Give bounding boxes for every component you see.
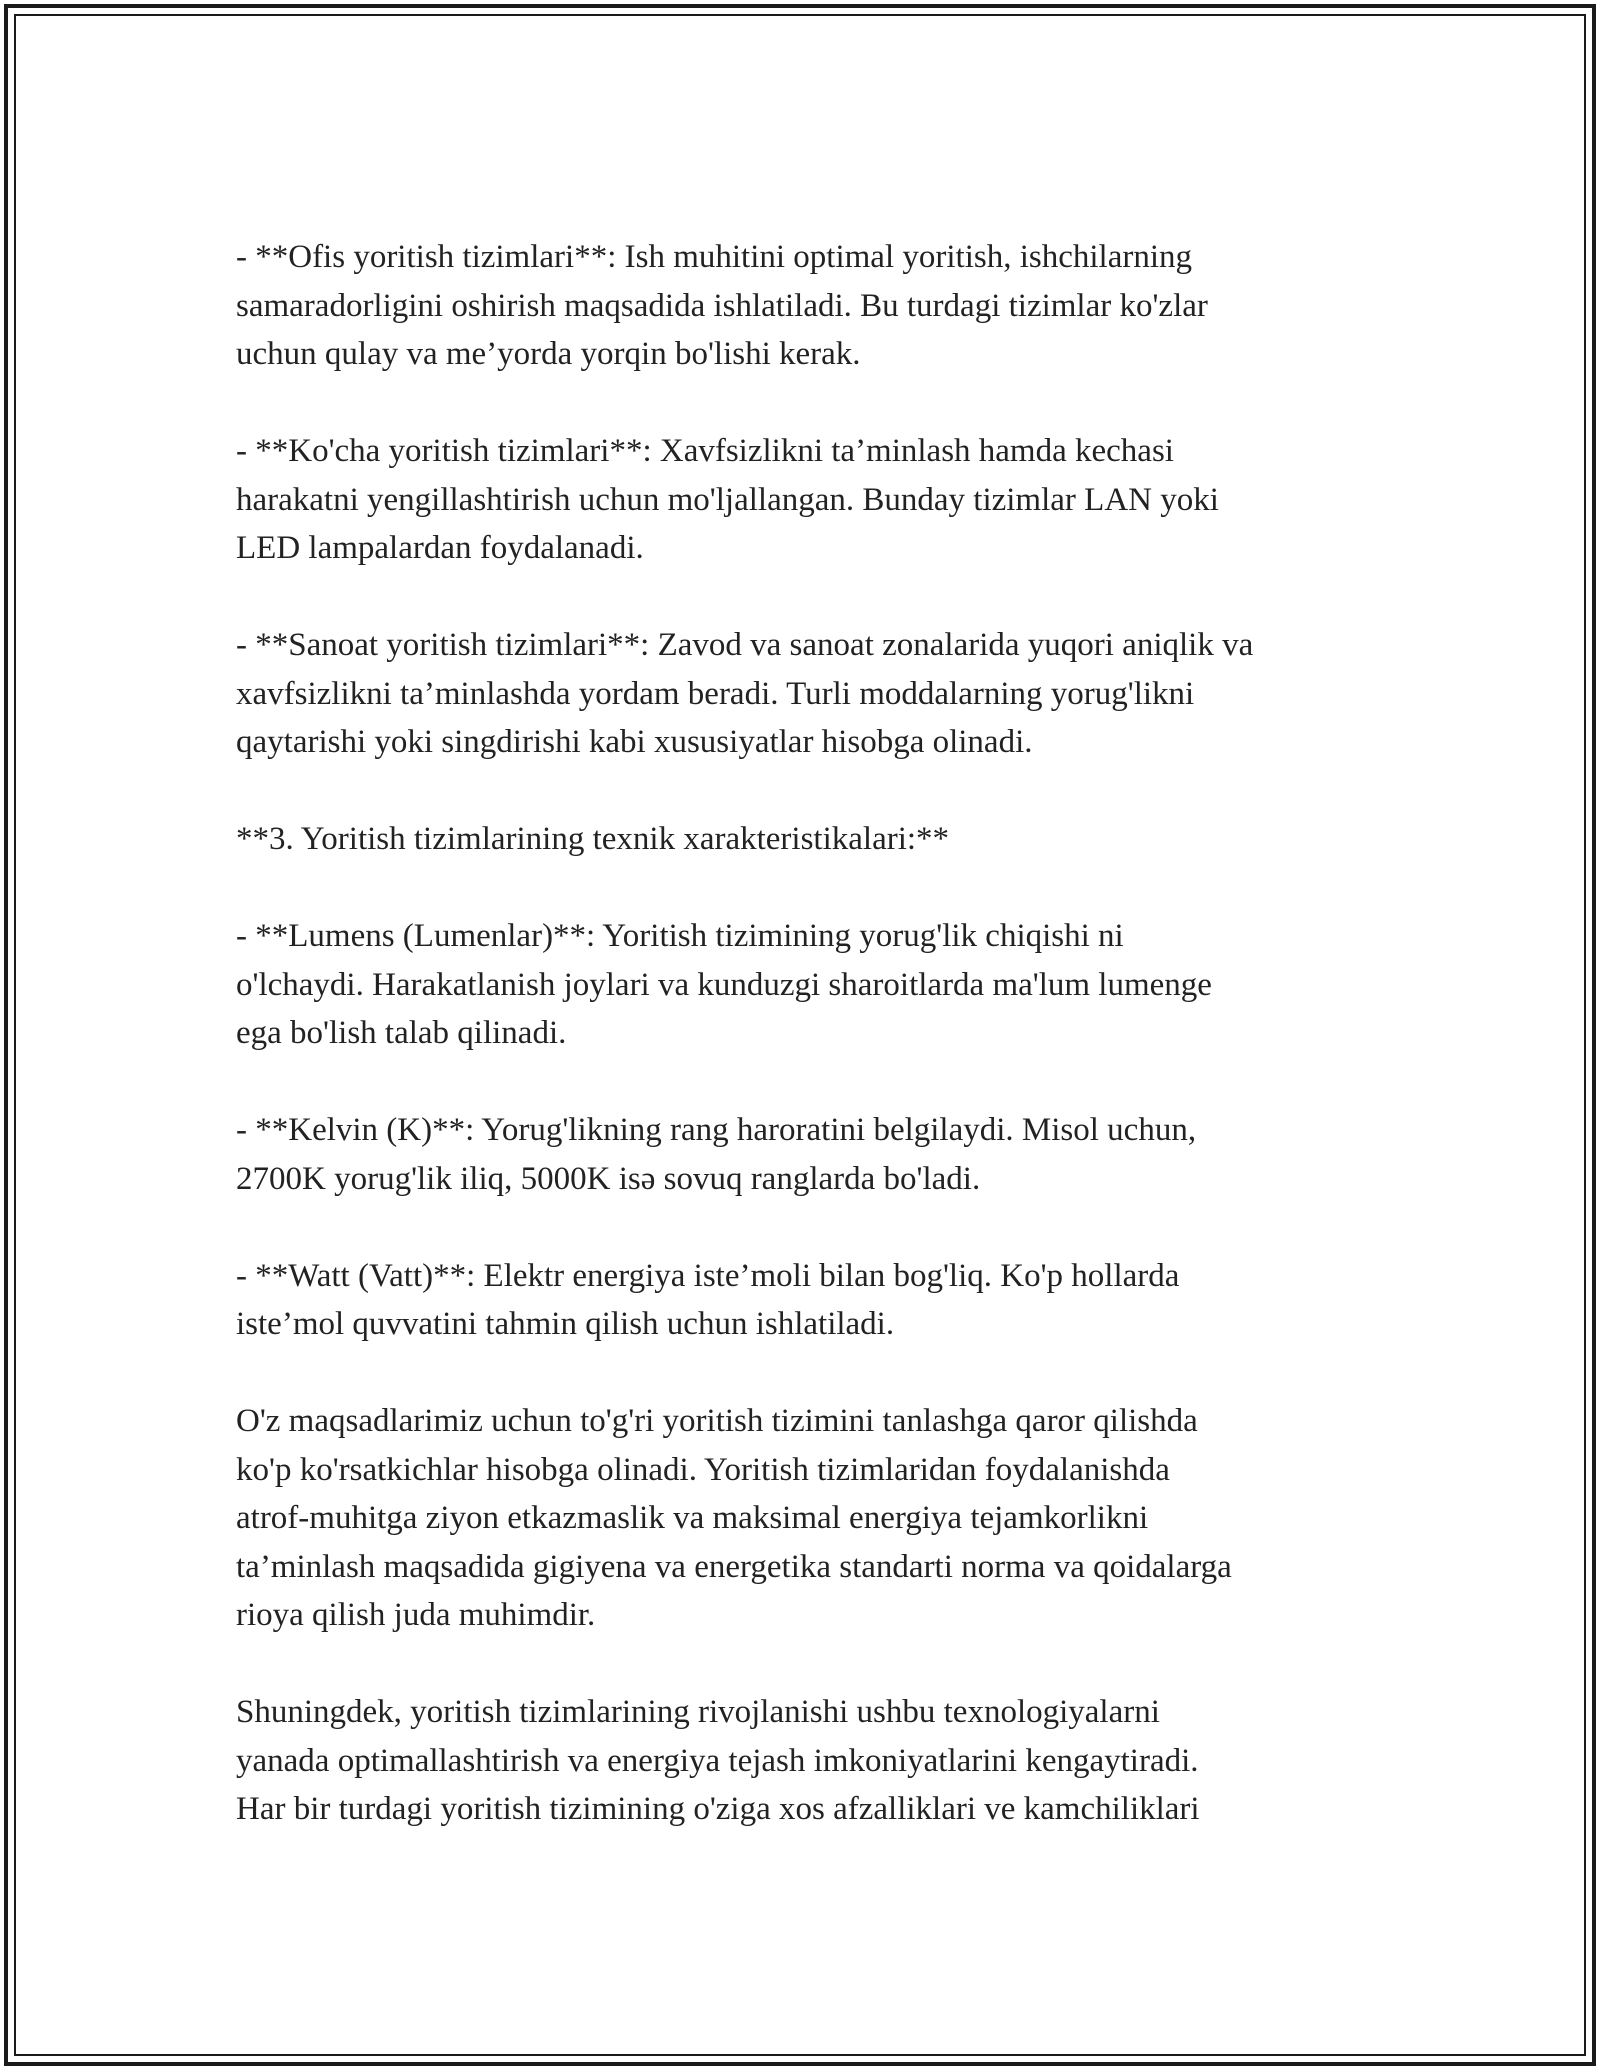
paragraph-watt: [236, 1252, 1386, 1349]
text-line: yanada optimallashtirish va energiya tejash imkoniyatlarini kengaytiradi.: [236, 1742, 1199, 1779]
text-line: - **Watt (Vatt)**: Elektr energiya iste’moli bilan bog'liq. Ko'p hollarda: [236, 1257, 1180, 1294]
text-line: qaytarishi yoki singdirishi kabi xususiyatlar hisobga olinadi.: [236, 724, 1033, 760]
text-line: O'z maqsadlarimiz uchun to'g'ri yoritish tizimini tanlashga qaror qilishda: [236, 1403, 1198, 1439]
text-line: o'lchaydi. Harakatlanish joylari va kunduzgi sharoitlarda ma'lum lumenge: [236, 966, 1212, 1003]
text-line: - **Kelvin (K)**: Yorug'likning rang haroratini belgilaydi. Misol uchun,: [236, 1112, 1197, 1148]
paragraph-lumens: [236, 912, 1386, 1058]
paragraph-development: [236, 1688, 1386, 1834]
text-line: atrof-muhitga ziyon etkazmaslik va maksimal energiya tejamkorlikni: [236, 1500, 1149, 1536]
text-line: uchun qulay va me’yorda yorqin bo'lishi kerak.: [236, 336, 861, 372]
text-line: harakatni yengillashtirish uchun mo'ljallangan. Bunday tizimlar LAN yoki: [236, 481, 1219, 518]
text-line: ta’minlash maqsadida gigiyena va energetika standarti norma va qoidalarga: [236, 1548, 1232, 1585]
text-line: - **Sanoat yoritish tizimlari**: Zavod va sanoat zonalarida yuqori aniqlik va: [236, 627, 1254, 663]
text-line: - **Lumens (Lumenlar)**: Yoritish tizimining yorug'lik chiqishi ni: [236, 918, 1124, 954]
text-line: - **Ofis yoritish tizimlari**: Ish muhitini optimal yoritish, ishchilarning: [236, 239, 1193, 275]
paragraph-office-lighting: [236, 233, 1386, 379]
text-line: - **Ko'cha yoritish tizimlari**: Xavfsizlikni ta’minlash hamda kechasi: [236, 433, 1174, 469]
text-line: Shuningdek, yoritish tizimlarining rivojlanishi ushbu texnologiyalarni: [236, 1694, 1160, 1730]
section-heading-technical-characteristics: [236, 815, 1386, 864]
text-line: rioya qilish juda muhimdir.: [236, 1597, 596, 1633]
paragraph-street-lighting: [236, 427, 1386, 573]
text-line: iste’mol quvvatini tahmin qilish uchun ishlatiladi.: [236, 1306, 895, 1342]
text-line: ko'p ko'rsatkichlar hisobga olinadi. Yoritish tizimlaridan foydalanishda: [236, 1451, 1170, 1488]
text-line: LED lampalardan foydalanadi.: [236, 530, 644, 566]
document-body: [236, 233, 1386, 1882]
text-line: xavfsizlikni ta’minlashda yordam beradi. Turli moddalarning yorug'likni: [236, 675, 1195, 712]
paragraph-industrial-lighting: [236, 621, 1386, 767]
text-line: samaradorligini oshirish maqsadida ishlatiladi. Bu turdagi tizimlar ko'zlar: [236, 287, 1208, 324]
text-line: ega bo'lish talab qilinadi.: [236, 1015, 567, 1051]
text-line: **3. Yoritish tizimlarining texnik xarakteristikalari:**: [236, 821, 950, 857]
paragraph-kelvin: [236, 1106, 1386, 1203]
text-line: Har bir turdagi yoritish tizimining o'ziga xos afzalliklari ve kamchiliklari: [236, 1791, 1200, 1827]
paragraph-choosing-lighting: [236, 1397, 1386, 1640]
text-line: 2700K yorug'lik iliq, 5000K isə sovuq ranglarda bo'ladi.: [236, 1160, 981, 1197]
